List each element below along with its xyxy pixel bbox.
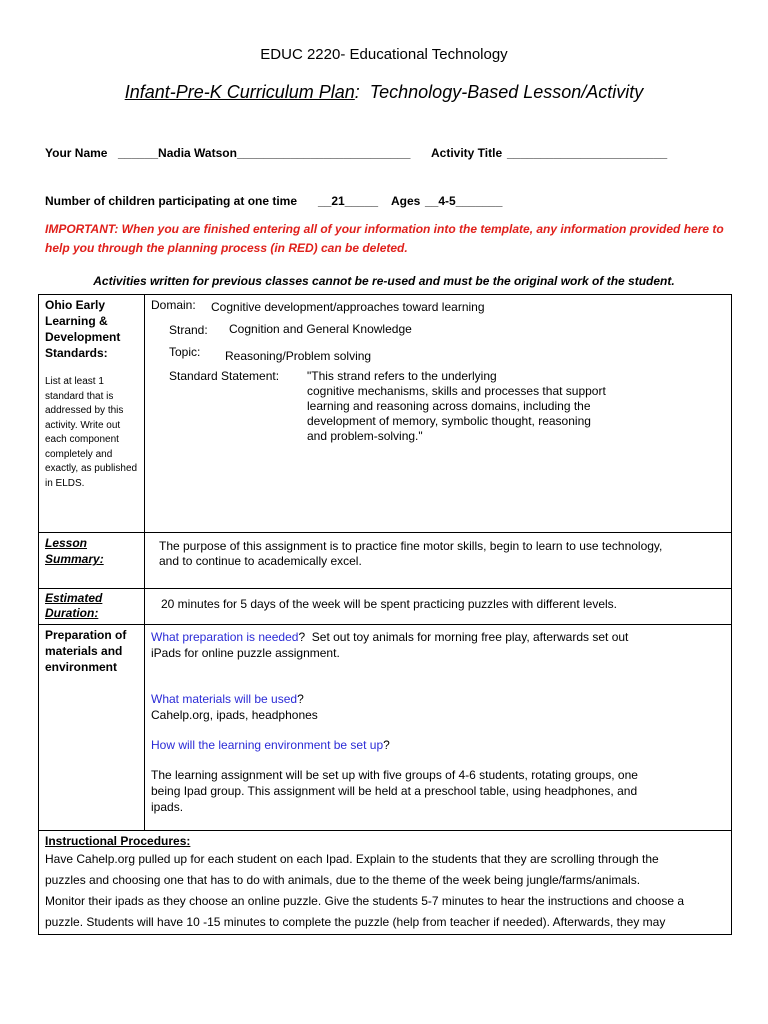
lesson-summary-cell[interactable] (145, 533, 732, 589)
domain-value[interactable]: Cognitive development/approaches toward learning (211, 300, 485, 314)
procedures-line: puzzles and choosing one that has to do with animals, due to the theme of the week being jungle/farms/animals. (45, 873, 641, 887)
important-note: IMPORTANT: When you are finished entering all of your information into the template, any information provided here to help you through the planning process (in RED) can be deleted. (45, 222, 724, 255)
standards-label: Ohio Early Learning & Development Standards: (45, 298, 121, 360)
strand-value[interactable]: Cognition and General Knowledge (229, 322, 412, 336)
preparation-needed-answer[interactable]: ? Set out toy animals for morning free play, afterwards set out (298, 630, 629, 644)
environment-answer-line[interactable]: being Ipad group. This assignment will be held at a preschool table, using headphones, and (151, 784, 638, 798)
statement-line: development of memory, symbolic thought, reasoning (307, 414, 591, 428)
plan-title-rest: Technology-Based Lesson/Activity (359, 82, 644, 102)
lesson-plan-table (38, 294, 732, 935)
topic-value[interactable]: Reasoning/Problem solving (225, 349, 372, 363)
children-value[interactable]: __21_____ (318, 194, 379, 208)
environment-answer-line[interactable]: ipads. (151, 800, 184, 814)
domain-label: Domain: (151, 298, 196, 312)
standards-content-cell[interactable] (145, 295, 732, 533)
originality-notice: Activities written for previous classes cannot be re-used and must be the original work of the student. (93, 274, 675, 288)
ages-label: Ages (391, 194, 421, 208)
procedures-row (39, 831, 732, 935)
standards-hint: List at least 1 standard that is addressed by this activity. Write out each component completely and exactly, as published in ELDS. (45, 376, 138, 489)
environment-question-mark: ? (383, 738, 390, 752)
preparation-cell[interactable] (145, 625, 732, 831)
activity-title-value[interactable]: ________________________ (507, 146, 668, 160)
lesson-summary-label: Lesson Summary: (39, 533, 145, 589)
activity-title-label: Activity Title (431, 146, 503, 160)
preparation-needed-question: What preparation is needed (151, 630, 299, 644)
environment-question: How will the learning environment be set up (151, 738, 384, 752)
plan-title (0, 82, 768, 103)
lesson-summary-text[interactable] (159, 539, 662, 569)
duration-value[interactable]: 20 minutes for 5 days of the week will be spent practicing puzzles with different levels. (161, 597, 618, 611)
statement-value[interactable] (307, 369, 606, 444)
name-label: Your Name (45, 146, 108, 160)
statement-line: cognitive mechanisms, skills and processes that support (307, 384, 606, 398)
procedures-label: Instructional Procedures: (45, 834, 191, 848)
preparation-question (151, 629, 725, 645)
statement-label: Standard Statement: (169, 369, 280, 383)
procedures-line: Have Cahelp.org pulled up for each student on each Ipad. Explain to the students that they are scrolling through the (45, 852, 659, 866)
preparation-needed-answer-cont[interactable]: iPads for online puzzle assignment. (151, 646, 340, 660)
lesson-summary-line: The purpose of this assignment is to practice fine motor skills, begin to learn to use technology, (159, 539, 663, 553)
materials-answer[interactable]: Cahelp.org, ipads, headphones (151, 708, 318, 722)
procedures-line: Monitor their ipads as they choose an online puzzle. Give the students 5-7 minutes to hear the instructions and choose a (45, 894, 685, 908)
standards-row (39, 295, 732, 533)
statement-line: learning and reasoning across domains, including the (307, 399, 591, 413)
procedures-cell[interactable] (39, 831, 732, 935)
procedures-line: puzzle. Students will have 10 -15 minutes to complete the puzzle (help from teacher if needed). Afterwards, they may (45, 915, 666, 929)
preparation-row (39, 625, 732, 831)
course-title: EDUC 2220- Educational Technology (260, 46, 508, 63)
duration-cell[interactable] (145, 589, 732, 625)
plan-title-main: Infant-Pre-K Curriculum Plan (124, 82, 355, 102)
ages-value[interactable]: __4-5_______ (425, 194, 503, 208)
topic-label: Topic: (169, 345, 201, 359)
plan-title-colon: : (354, 82, 360, 102)
lesson-summary-row (39, 533, 732, 589)
statement-line: and problem-solving." (307, 429, 423, 443)
standards-label-cell (39, 295, 145, 533)
preparation-label: Preparation of materials and environment (39, 625, 145, 831)
strand-label: Strand: (169, 323, 208, 337)
lesson-summary-line: and to continue to academically excel. (159, 554, 362, 568)
duration-label: Estimated Duration: (39, 589, 145, 625)
materials-question: What materials will be used (151, 692, 298, 706)
name-value[interactable]: ______Nadia Watson__________________________ (118, 146, 411, 160)
children-label: Number of children participating at one time (45, 194, 298, 208)
statement-line: "This strand refers to the underlying (307, 369, 497, 383)
environment-answer-line[interactable]: The learning assignment will be set up with five groups of 4-6 students, rotating groups, one (151, 768, 638, 782)
duration-row (39, 589, 732, 625)
materials-question-mark: ? (297, 692, 304, 706)
